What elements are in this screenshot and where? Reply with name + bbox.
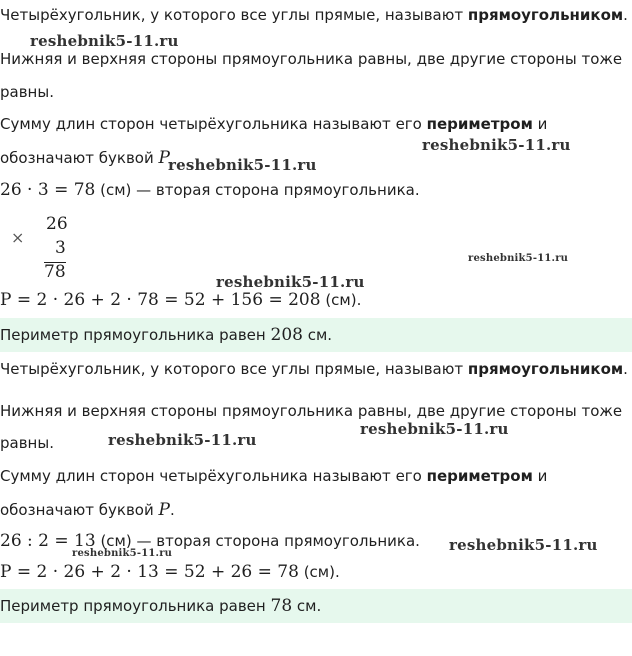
part1-sides-line1: Нижняя и верхняя стороны прямоугольника равны, две другие стороны тоже bbox=[0, 50, 623, 68]
part1-answer-value: 208 bbox=[270, 325, 303, 345]
part1-perimeter-definition-line1 bbox=[0, 117, 547, 132]
watermark: reshebnik5-11.ru bbox=[449, 536, 598, 554]
part1-perimeter-math: P = 2 · 26 + 2 · 78 = 52 + 156 = 208 bbox=[0, 290, 321, 310]
part2-perimeter-unit: (см). bbox=[298, 563, 340, 581]
part2-answer-suffix: см. bbox=[292, 597, 322, 615]
part1-calc-text: (см) — вторая сторона прямоугольника. bbox=[95, 181, 420, 199]
part2-sides-line2: равны. bbox=[0, 434, 54, 452]
part2-perim-letter: P bbox=[158, 500, 170, 520]
part2-calc-line bbox=[0, 533, 420, 550]
watermark: reshebnik5-11.ru bbox=[30, 32, 179, 50]
part2-perim-line2-text: обозначают буквой bbox=[0, 501, 159, 519]
part1-answer-text bbox=[0, 327, 332, 344]
part1-perim-prefix: Сумму длин сторон четырёхугольника называют его bbox=[0, 115, 427, 133]
part1-answer-suffix: см. bbox=[302, 326, 333, 344]
part2-def-suffix: . bbox=[623, 360, 628, 378]
part1-def-bold: прямоугольником bbox=[467, 6, 624, 24]
watermark: reshebnik5-11.ru bbox=[168, 156, 317, 174]
part1-perimeter-calc bbox=[0, 292, 361, 309]
part1-def-prefix: Четырёхугольник, у которого все углы прямые, называют bbox=[0, 6, 468, 24]
watermark: reshebnik5-11.ru bbox=[216, 273, 365, 291]
part2-calc-text: (см) — вторая сторона прямоугольника. bbox=[95, 532, 420, 550]
watermark: reshebnik5-11.ru bbox=[108, 431, 257, 449]
part2-perimeter-definition-line1 bbox=[0, 469, 547, 484]
watermark: reshebnik5-11.ru bbox=[72, 548, 173, 559]
part1-perimeter-definition-line2 bbox=[0, 150, 170, 167]
watermark: reshebnik5-11.ru bbox=[468, 253, 569, 264]
part2-perimeter-math: P = 2 · 26 + 2 · 13 = 52 + 26 = 78 bbox=[0, 562, 299, 582]
part1-answer-box bbox=[0, 318, 632, 352]
part2-sides-line1: Нижняя и верхняя стороны прямоугольника равны, две другие стороны тоже bbox=[0, 402, 623, 420]
part1-def-suffix: . bbox=[623, 6, 628, 24]
watermark: reshebnik5-11.ru bbox=[422, 136, 571, 154]
part1-answer-prefix: Периметр прямоугольника равен bbox=[0, 326, 271, 344]
multiplication-bottom-operand: 3 bbox=[55, 238, 66, 258]
part1-perim-letter: P bbox=[158, 148, 170, 168]
watermark: reshebnik5-11.ru bbox=[360, 420, 509, 438]
part2-def-bold: прямоугольником bbox=[467, 360, 624, 378]
part1-calc-math: 26 · 3 = 78 bbox=[0, 180, 96, 200]
part1-sides-line2: равны. bbox=[0, 83, 54, 101]
part2-answer-prefix: Периметр прямоугольника равен bbox=[0, 597, 271, 615]
part2-definition-rectangle bbox=[0, 362, 628, 377]
multiplication-top-operand: 26 bbox=[46, 214, 68, 234]
part2-answer-text bbox=[0, 598, 321, 615]
part2-answer-box bbox=[0, 589, 632, 623]
part2-perim-line2-end: . bbox=[169, 501, 175, 519]
part1-definition-rectangle bbox=[0, 8, 628, 23]
part2-def-prefix: Четырёхугольник, у которого все углы прямые, называют bbox=[0, 360, 468, 378]
part1-perimeter-unit: (см). bbox=[320, 291, 362, 309]
part1-perim-suffix: и bbox=[532, 115, 548, 133]
part2-perim-prefix: Сумму длин сторон четырёхугольника называют его bbox=[0, 467, 427, 485]
part1-perim-line2-text: обозначают буквой bbox=[0, 149, 159, 167]
part2-calc-math: 26 : 2 = 13 bbox=[0, 531, 96, 551]
multiplication-result-value: 78 bbox=[44, 262, 66, 282]
part2-perimeter-calc bbox=[0, 564, 340, 581]
part2-perimeter-definition-line2 bbox=[0, 502, 175, 519]
part1-perim-bold: периметром bbox=[426, 115, 533, 133]
part1-calc-line bbox=[0, 182, 420, 199]
part2-perim-suffix: и bbox=[532, 467, 548, 485]
multiplication-sign: × bbox=[11, 228, 25, 247]
multiplication-result bbox=[44, 262, 66, 281]
part2-perim-bold: периметром bbox=[426, 467, 533, 485]
part2-answer-value: 78 bbox=[270, 596, 293, 616]
